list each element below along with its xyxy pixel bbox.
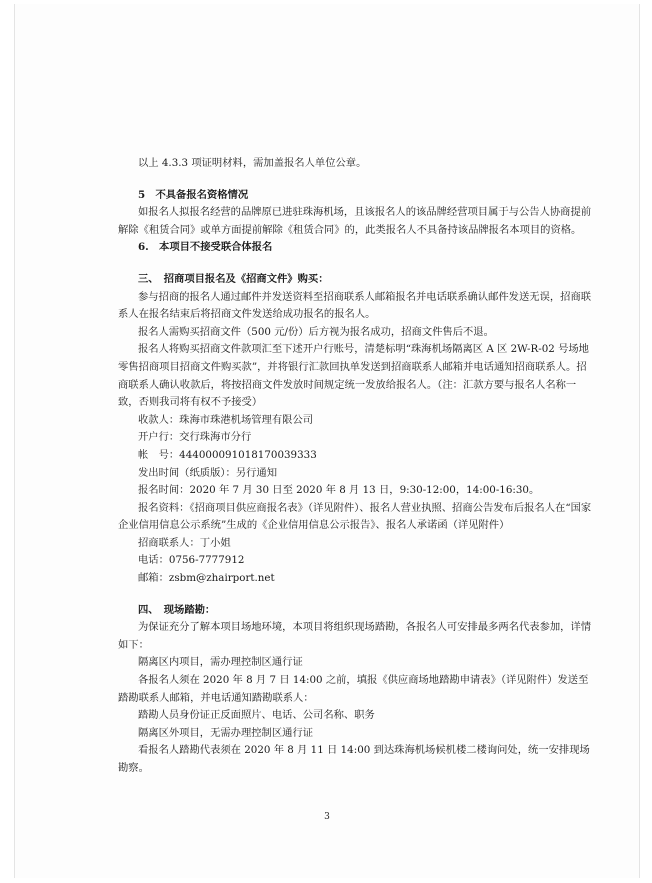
paragraph: 为保证充分了解本项目场地环境，本项目将组织现场踏勘，各报名人可安排最多两名代表参加，详情如下： xyxy=(118,621,592,651)
registration-materials: 报名资料：《招商项目供应商报名表》（详见附件）、报名人营业执照、招商公告发布后报名人在“国家企业信用信息公示系统”生成的《企业信用信息公示报告》、报名人承诺函（详见附件） xyxy=(118,501,592,532)
paragraph: 以上 4.3.3 项证明材料，需加盖报名人单位公章。 xyxy=(138,157,367,169)
bank-line: 开户行：交行珠海市分行 xyxy=(138,431,252,444)
section-heading-5: 5 不具备报名资格情况 xyxy=(138,188,249,201)
registration-time-line: 报名时间：2020 年 7 月 30 日至 2020 年 8 月 13 日，9:30-12:00，14:00-16:30。 xyxy=(138,484,540,497)
section-heading-4: 四、 现场踏勘： xyxy=(138,603,216,616)
paragraph: 各报名人须在 2020 年 8 月 7 日 14:00 之前，填报《供应商场地踏勘申请表》（详见附件）发送至踏勘联系人邮箱，并电话通知踏勘联系人： xyxy=(118,674,589,704)
section-heading-6: 6. 本项目不接受联合体报名 xyxy=(138,241,273,254)
phone-line: 电话：0756-7777912 xyxy=(138,554,245,567)
paragraph: 报名人将购买招商文件款项汇至下述开户行账号，清楚标明“珠海机场隔离区 A 区 2W-R-02 号场地零售招商项目招商文件购买款”，并将银行汇款回执单发送到招商联系人邮箱并电话通知招商联系人。招商联系人确认收款后，将按招商文件发放时间规定统一发放给报名人。（注：汇款方要与报名人名称一致，否则我司将有权不予接受） xyxy=(118,343,589,409)
issue-time-line: 发出时间（纸质版）：另行通知 xyxy=(138,466,278,479)
email-line: 邮箱：zsbm@zhairport.net xyxy=(138,572,275,585)
paragraph: 隔离区内项目，需办理控制区通行证 xyxy=(138,656,303,669)
payee-line: 收款人：珠海市珠港机场管理有限公司 xyxy=(138,413,314,426)
paragraph: 踏勘人员身份证正反面照片、电话、公司名称、职务 xyxy=(138,709,375,722)
section-heading-3: 三、 招商项目报名及《招商文件》购买： xyxy=(138,272,329,285)
paragraph: 报名人需购买招商文件（500 元/份）后方视为报名成功，招商文件售后不退。 xyxy=(138,325,494,338)
paragraph: 如报名人拟报名经营的品牌原已进驻珠海机场，且该报名人的该品牌经营项目属于与公告人协商提前解除《租赁合同》或单方面提前解除《租赁合同》的，此类报名人不具备持该品牌报名本项目的资格。 xyxy=(118,206,592,236)
paragraph: 看报名人踏勘代表须在 2020 年 8 月 11 日 14:00 到达珠海机场候机楼二楼询问处，统一安排现场勘察。 xyxy=(118,744,590,774)
contact-person-line: 招商联系人：丁小姐 xyxy=(138,536,231,549)
paragraph: 参与招商的报名人通过邮件并发送资料至招商联系人邮箱报名并电话联系确认邮件发送无误，招商联系人在报名结束后将招商文件发送给成功报名的报名人。 xyxy=(118,290,592,321)
paragraph: 隔离区外项目，无需办理控制区通行证 xyxy=(138,726,314,739)
document-page xyxy=(14,4,640,878)
document-body xyxy=(118,155,596,778)
account-line: 帐 号：444000091018170039333 xyxy=(138,448,317,461)
page-number: 3 xyxy=(324,812,330,822)
